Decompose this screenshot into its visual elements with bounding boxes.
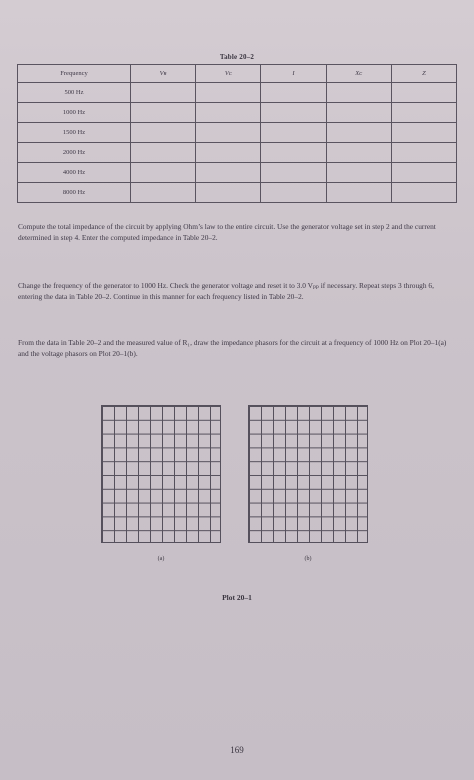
z-cell[interactable] (391, 123, 456, 143)
data-table (17, 64, 457, 203)
plot-grid-b[interactable] (248, 405, 368, 543)
header-current: I (261, 65, 326, 83)
table-row (18, 183, 457, 203)
plot-grid-a[interactable] (101, 405, 221, 543)
header-xc: Xᴄ (326, 65, 391, 83)
z-cell[interactable] (391, 163, 456, 183)
instruction-paragraph-frequency: Change the frequency of the generator to 1000 Hz. Check the generator voltage and reset it to 3.0 Vₚₚ if necessary. Repeat steps 3 through 6, entering the data in Table 20–2. Continue in this manner for each frequency listed in Table 20–2. (18, 281, 434, 301)
frequency-cell: 500 Hz (18, 83, 131, 103)
vr-cell[interactable] (131, 143, 196, 163)
vr-cell[interactable] (131, 83, 196, 103)
vr-cell[interactable] (131, 103, 196, 123)
vc-cell[interactable] (196, 143, 261, 163)
frequency-cell: 4000 Hz (18, 163, 131, 183)
header-z: Z (391, 65, 456, 83)
instruction-paragraph-phasors: From the data in Table 20–2 and the measured value of R₁, draw the impedance phasors for the circuit at a frequency of 1000 Hz on Plot 20–1(a) and the voltage phasors on Plot 20–1(b). (18, 338, 447, 358)
table-row (18, 123, 457, 143)
frequency-cell: 2000 Hz (18, 143, 131, 163)
table-header-row (18, 65, 457, 83)
vr-cell[interactable] (131, 123, 196, 143)
vc-cell[interactable] (196, 103, 261, 123)
plot-title: Plot 20–1 (222, 593, 252, 602)
frequency-cell: 1000 Hz (18, 103, 131, 123)
frequency-cell: 8000 Hz (18, 183, 131, 203)
vc-cell[interactable] (196, 183, 261, 203)
vc-cell[interactable] (196, 83, 261, 103)
vr-cell[interactable] (131, 183, 196, 203)
header-vc: Vᴄ (196, 65, 261, 83)
plot-label-b: (b) (304, 556, 312, 562)
z-cell[interactable] (391, 143, 456, 163)
instruction-paragraph-impedance: Compute the total impedance of the circuit by applying Ohm’s law to the entire circuit. Use the generator voltage set in step 2 and the current determined in step 4. Enter the computed impedance in Table 20–2. (18, 222, 436, 242)
page-number: 169 (230, 745, 244, 755)
table-row (18, 143, 457, 163)
xc-cell[interactable] (326, 123, 391, 143)
table-row (18, 83, 457, 103)
current-cell[interactable] (261, 123, 326, 143)
vr-cell[interactable] (131, 163, 196, 183)
current-cell[interactable] (261, 143, 326, 163)
xc-cell[interactable] (326, 103, 391, 123)
table-row (18, 103, 457, 123)
vc-cell[interactable] (196, 123, 261, 143)
xc-cell[interactable] (326, 183, 391, 203)
z-cell[interactable] (391, 83, 456, 103)
vc-cell[interactable] (196, 163, 261, 183)
xc-cell[interactable] (326, 83, 391, 103)
table-title: Table 20–2 (219, 53, 255, 61)
frequency-cell: 1500 Hz (18, 123, 131, 143)
header-vr: Vʀ (131, 65, 196, 83)
z-cell[interactable] (391, 103, 456, 123)
table-row (18, 163, 457, 183)
current-cell[interactable] (261, 83, 326, 103)
current-cell[interactable] (261, 183, 326, 203)
header-frequency: Frequency (18, 65, 131, 83)
current-cell[interactable] (261, 163, 326, 183)
xc-cell[interactable] (326, 143, 391, 163)
plot-label-a: (a) (157, 556, 165, 562)
current-cell[interactable] (261, 103, 326, 123)
z-cell[interactable] (391, 183, 456, 203)
xc-cell[interactable] (326, 163, 391, 183)
